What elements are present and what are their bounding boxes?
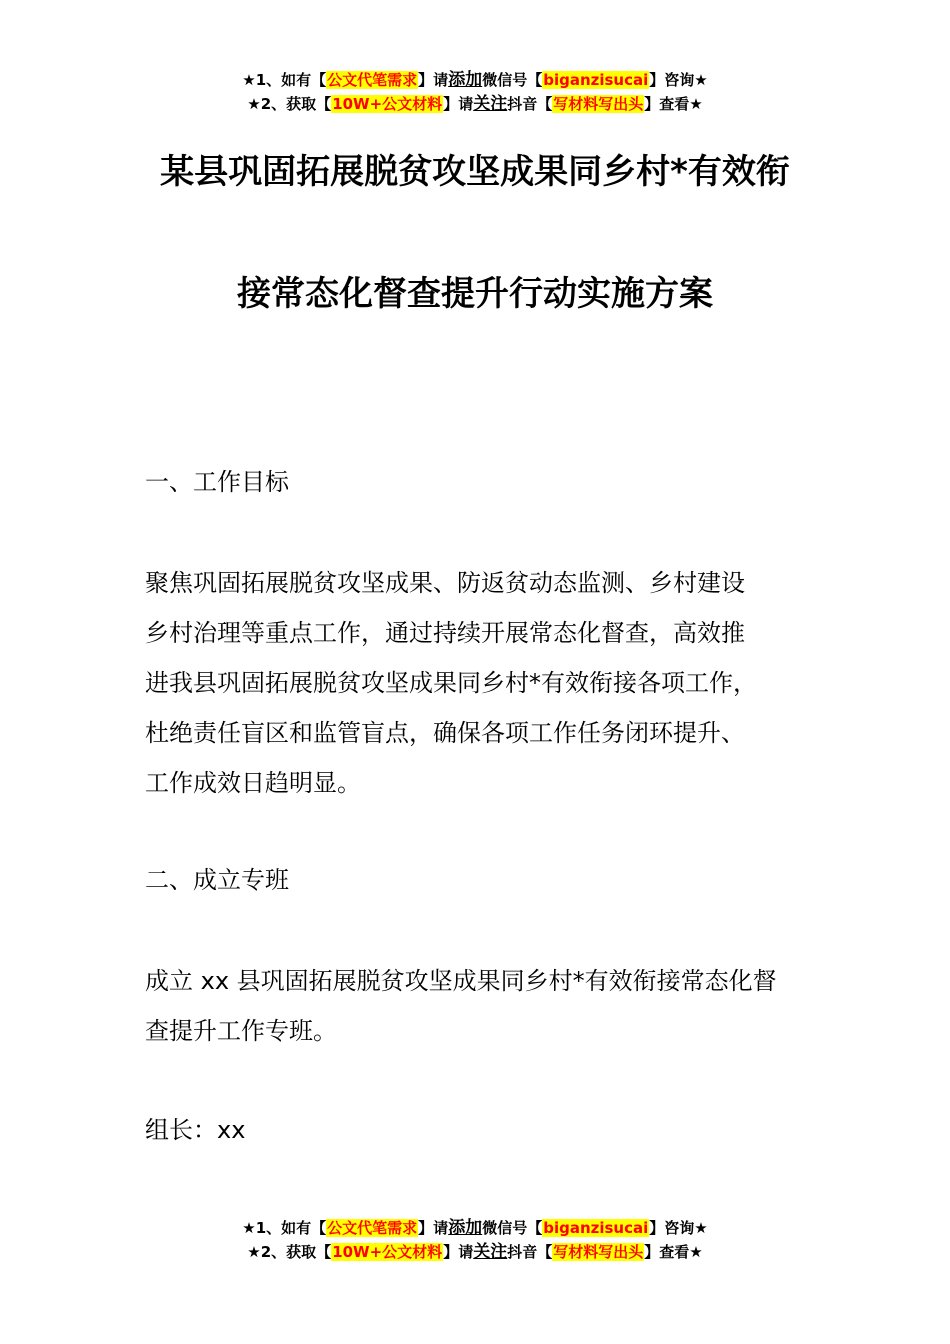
document-title-line-2: 接常态化督查提升行动实施方案: [237, 274, 713, 314]
banner-text: 微信号【: [482, 71, 543, 89]
banner-emphasis: 添加: [448, 1218, 483, 1238]
leader-line: 组长：xx: [145, 1116, 246, 1144]
document-title-line-1: 某县巩固拓展脱贫攻坚成果同乡村*有效衔: [160, 152, 790, 192]
paragraph-line: 进我县巩固拓展脱贫攻坚成果同乡村*有效衔接各项工作，: [145, 669, 757, 697]
section-2-paragraph: [145, 956, 810, 1056]
banner-highlight: 10W+公文材料: [332, 1243, 443, 1261]
banner-text: 微信号【: [482, 1219, 543, 1237]
banner-highlight: 公文代笔需求: [327, 1219, 418, 1237]
paragraph-line: 聚焦巩固拓展脱贫攻坚成果、防返贫动态监测、乡村建设: [145, 569, 745, 597]
banner-highlight: biganzisucai: [543, 1219, 649, 1237]
footer-banner: [0, 1216, 950, 1264]
banner-text: 】请: [418, 1219, 449, 1237]
section-heading-work-goals: 一、工作目标: [145, 468, 289, 496]
paragraph-line: 成立 xx 县巩固拓展脱贫攻坚成果同乡村*有效衔接常态化督: [145, 967, 777, 995]
banner-text: 】查看★: [644, 1243, 703, 1261]
banner-highlight: 写材料写出头: [553, 1243, 644, 1261]
banner-text: 抖音【: [507, 95, 553, 113]
banner-line-2: [0, 92, 950, 116]
banner-text: 抖音【: [507, 1243, 553, 1261]
banner-text: ★1、如有【: [242, 71, 327, 89]
banner-text: 】咨询★: [649, 71, 708, 89]
banner-highlight: 10W+公文材料: [332, 95, 443, 113]
banner-emphasis: 添加: [448, 70, 483, 90]
banner-highlight: 公文代笔需求: [327, 71, 418, 89]
banner-text: ★2、获取【: [247, 1243, 332, 1261]
banner-text: 】请: [443, 95, 474, 113]
banner-line-2: [0, 1240, 950, 1264]
banner-highlight: 写材料写出头: [553, 95, 644, 113]
section-heading-task-force: 二、成立专班: [145, 866, 289, 894]
paragraph-line: 工作成效日趋明显。: [145, 769, 361, 797]
banner-text: 】咨询★: [649, 1219, 708, 1237]
banner-text: 】请: [443, 1243, 474, 1261]
paragraph-line: 查提升工作专班。: [145, 1017, 337, 1045]
banner-text: 】请: [418, 71, 449, 89]
banner-text: ★1、如有【: [242, 1219, 327, 1237]
banner-highlight: biganzisucai: [543, 71, 649, 89]
banner-text: ★2、获取【: [247, 95, 332, 113]
header-banner: [0, 68, 950, 116]
banner-line-1: [0, 68, 950, 92]
banner-emphasis: 关注: [473, 94, 508, 114]
paragraph-line: 乡村治理等重点工作，通过持续开展常态化督查，高效推: [145, 619, 745, 647]
banner-line-1: [0, 1216, 950, 1240]
banner-text: 】查看★: [644, 95, 703, 113]
section-1-paragraph: [145, 558, 810, 808]
paragraph-line: 杜绝责任盲区和监管盲点，确保各项工作任务闭环提升、: [145, 719, 745, 747]
banner-emphasis: 关注: [473, 1242, 508, 1262]
